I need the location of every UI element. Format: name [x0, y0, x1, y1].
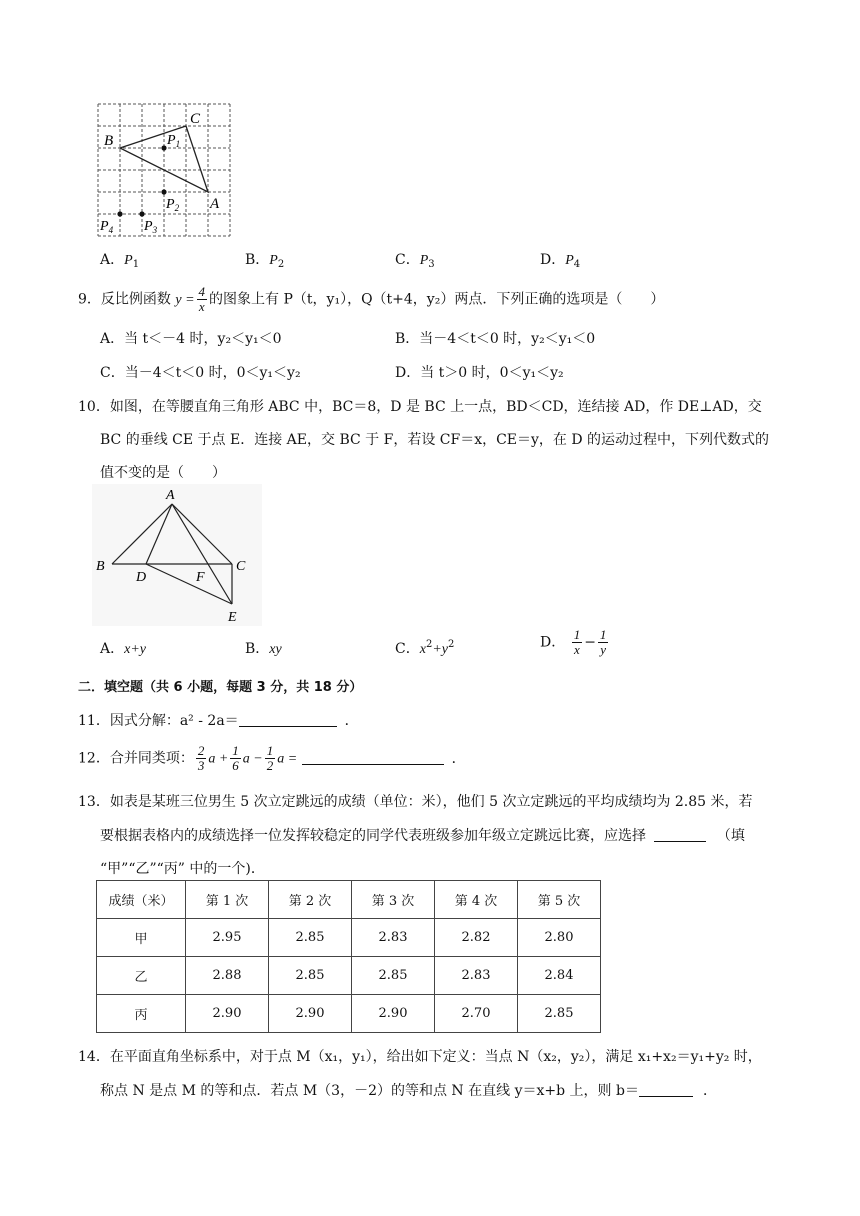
- label-c: C: [236, 559, 246, 574]
- label-p4: $P_4$: [100, 219, 114, 235]
- q10-text: 如图，在等腰直角三角形 ABC 中，BC＝8，D 是 BC 上一点，BD＜CD，连结接 AD，作 DE⊥AD，交: [109, 399, 762, 415]
- table-header-cell: 第 2 次: [269, 881, 352, 919]
- table-header-cell: 第 1 次: [186, 881, 269, 919]
- option-letter: A．: [100, 641, 125, 657]
- q10-option-b[interactable]: [245, 638, 282, 658]
- q9-intro: 反比例函数: [100, 291, 171, 308]
- q8-option-b[interactable]: [245, 249, 284, 270]
- table-cell: 2.90: [269, 995, 352, 1033]
- table-header-cell: 第 5 次: [518, 881, 601, 919]
- q9-stem: [78, 285, 664, 314]
- question-number: 11．: [78, 713, 110, 729]
- q12: [78, 744, 466, 773]
- option-sub: 3: [428, 259, 435, 270]
- label-b: B: [96, 559, 105, 574]
- option-letter: B．: [245, 252, 270, 268]
- answer-blank[interactable]: [302, 750, 444, 765]
- q10-option-a[interactable]: [100, 638, 146, 658]
- option-text: P: [124, 253, 133, 268]
- question-number: 14．: [78, 1049, 110, 1065]
- table-cell: 2.85: [269, 919, 352, 957]
- option-sup: 2: [425, 639, 433, 650]
- q9-rest: 的图象上有 P（t，y₁），Q（t+4，y₂）两点．下列正确的选项是（ ）: [209, 291, 665, 308]
- table-header-cell: 第 4 次: [435, 881, 518, 919]
- q10-line-2: BC 的垂线 CE 于点 E．连接 AE，交 BC 于 F，若设 CF＝x，CE＝y，在 D 的运动过程中，下列代数式的: [100, 432, 770, 448]
- option-sub: 2: [277, 259, 285, 270]
- table-row: [97, 919, 601, 957]
- option-letter: C．: [395, 641, 420, 657]
- label-p3: $P_3$: [144, 219, 158, 235]
- table-header-cell: 成绩（米）: [97, 881, 186, 919]
- option-text: P: [269, 253, 278, 268]
- table-cell: 丙: [97, 995, 186, 1033]
- table-cell: 2.83: [435, 957, 518, 995]
- q12-text: 合并同类项：: [109, 750, 194, 767]
- option-text: +y: [432, 642, 448, 657]
- table-cell: 2.85: [518, 995, 601, 1033]
- option-text: P: [565, 253, 574, 268]
- option-text: x: [419, 642, 426, 657]
- table-cell: 2.85: [352, 957, 435, 995]
- q14-line-1: [78, 1046, 762, 1066]
- question-number: 12．: [78, 750, 110, 767]
- table-cell: 2.82: [435, 919, 518, 957]
- q13-line-3: “甲”“乙”“丙” 中的一个)．: [100, 861, 265, 877]
- q14-text: 称点 N 是点 M 的等和点．若点 M（3，－2）的等和点 N 在直线 y＝x+b 上，则 b＝: [100, 1083, 639, 1099]
- table-cell: 2.80: [518, 919, 601, 957]
- q9-option-b[interactable]: B．当－4＜t＜0 时，y₂＜y₁＜0: [395, 331, 596, 347]
- label-a: A: [210, 196, 220, 212]
- q8-option-c[interactable]: [395, 249, 435, 270]
- option-text: x+y: [124, 642, 146, 657]
- fraction: $\frac{1}{2}$: [266, 743, 274, 773]
- label-e: E: [228, 610, 237, 625]
- option-sup: 2: [447, 639, 455, 650]
- option-letter: B．: [245, 641, 270, 657]
- fraction-1-over-x: $\frac{1}{x}$: [573, 627, 581, 657]
- table-cell: 2.85: [269, 957, 352, 995]
- term: a −: [242, 751, 263, 767]
- option-letter: D．: [540, 634, 566, 651]
- q10-line-1: [78, 396, 762, 416]
- minus-sign: −: [584, 634, 596, 651]
- q13-text: （填: [716, 828, 745, 844]
- table-header-cell: 第 3 次: [352, 881, 435, 919]
- q11: [78, 710, 359, 730]
- table-cell: 2.95: [186, 919, 269, 957]
- table-cell: 2.90: [186, 995, 269, 1033]
- table-cell: 2.70: [435, 995, 518, 1033]
- q13-line-2: [100, 825, 745, 845]
- option-text: xy: [269, 642, 282, 657]
- label-p2: $P_2$: [166, 197, 180, 213]
- q9-fraction: $\frac{4}{x}$: [198, 284, 206, 314]
- option-letter: D．: [540, 252, 566, 268]
- section-title: 二．填空题（共 6 小题，每题 3 分，共 18 分）: [78, 680, 363, 695]
- table-cell: 2.88: [186, 957, 269, 995]
- table-cell: 甲: [97, 919, 186, 957]
- fraction: $\frac{1}{6}$: [232, 743, 239, 773]
- question-number: 13．: [78, 794, 110, 810]
- answer-blank[interactable]: [639, 1082, 693, 1097]
- q12-end: ．: [451, 750, 466, 767]
- q9-option-a[interactable]: A．当 t＜－4 时，y₂＜y₁＜0: [100, 331, 282, 347]
- question-number: 9．: [78, 291, 101, 308]
- table-cell: 2.84: [518, 957, 601, 995]
- table-header-row: [97, 881, 601, 919]
- table-cell: 乙: [97, 957, 186, 995]
- q14-text: 在平面直角坐标系中，对于点 M（x₁，y₁），给出如下定义：当点 N（x₂，y₂），满足 x₁+x₂＝y₁+y₂ 时，: [109, 1049, 762, 1065]
- label-d: D: [136, 570, 147, 585]
- table-cell: 2.83: [352, 919, 435, 957]
- answer-blank[interactable]: [239, 712, 337, 727]
- q11-text: 因式分解：a² - 2a＝: [109, 713, 239, 729]
- question-number: 10．: [78, 399, 110, 415]
- point-p3: [139, 211, 144, 216]
- label-p1: $P_1$: [167, 133, 181, 149]
- option-letter: C．: [395, 252, 420, 268]
- q13-line-1: [78, 791, 753, 811]
- fraction-1-over-y: $\frac{1}{y}$: [599, 627, 607, 657]
- term: a =: [277, 751, 298, 767]
- q13-text: 要根据表格内的成绩选择一位发挥较稳定的同学代表班级参加年级立定跳远比赛，应选择: [100, 828, 646, 844]
- point-p4: [117, 211, 122, 216]
- point-p1: [161, 145, 166, 150]
- q10-option-d[interactable]: [540, 628, 610, 657]
- option-letter: A．: [100, 252, 125, 268]
- q8-option-a[interactable]: [100, 249, 139, 270]
- label-b: B: [104, 133, 114, 149]
- label-f: F: [196, 570, 205, 585]
- q9-y-eq: y =: [175, 292, 195, 308]
- point-p2: [161, 189, 166, 194]
- option-text: P: [419, 253, 429, 268]
- grid-triangle-figure: [90, 98, 240, 240]
- q14-end: ．: [702, 1083, 717, 1099]
- table-cell: 2.90: [352, 995, 435, 1033]
- fraction: $\frac{2}{3}$: [197, 743, 205, 773]
- table-row: [97, 995, 601, 1033]
- q8-option-d[interactable]: [540, 249, 580, 270]
- scores-table: [96, 880, 601, 1033]
- table-row: [97, 957, 601, 995]
- option-sub: 1: [132, 259, 140, 270]
- term: a +: [208, 751, 229, 767]
- label-c: C: [190, 111, 201, 127]
- q11-end: ．: [344, 713, 359, 729]
- isosceles-triangle-figure: [92, 484, 262, 626]
- label-a: A: [166, 488, 175, 503]
- q10-option-c[interactable]: [395, 638, 454, 658]
- q9-option-c[interactable]: C．当－4＜t＜0 时，0＜y₁＜y₂: [100, 365, 301, 381]
- q9-option-d[interactable]: D．当 t＞0 时，0＜y₁＜y₂: [395, 365, 564, 381]
- answer-blank[interactable]: [654, 827, 706, 842]
- q10-line-3: 值不变的是（ ）: [100, 465, 226, 481]
- option-sub: 4: [573, 259, 581, 270]
- q13-text: 如表是某班三位男生 5 次立定跳远的成绩（单位：米），他们 5 次立定跳远的平均成绩均为 2.85 米，若: [109, 794, 753, 810]
- q14-line-2: [100, 1080, 717, 1100]
